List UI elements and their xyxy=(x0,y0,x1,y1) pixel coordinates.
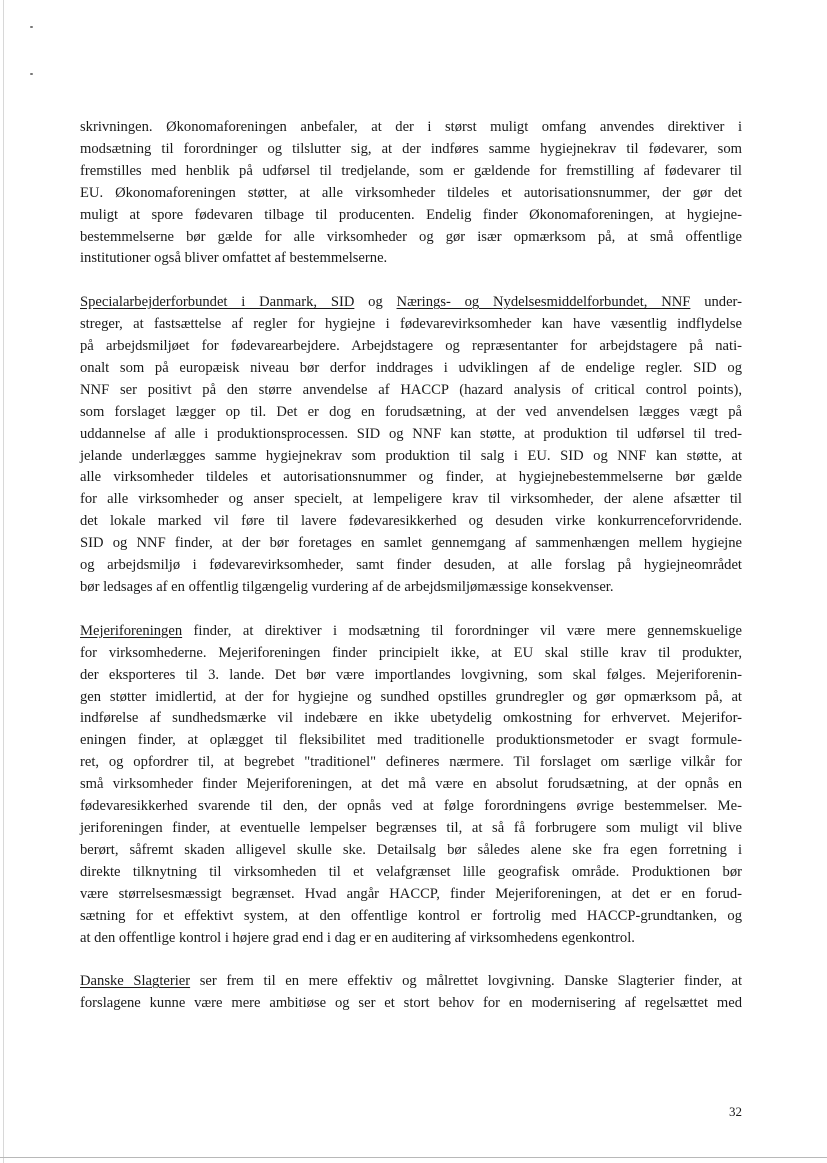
paragraph-sid-nnf xyxy=(80,292,742,599)
text-line: for virksomhederne. Mejeriforeningen finder principielt ikke, at EU skal stille krav til produkter, xyxy=(80,644,742,661)
text-line: og arbejdsmiljø i fødevarevirksomheder, samt finder desuden, at alle forslag på hygiejneområdet xyxy=(80,557,742,574)
body-text xyxy=(80,117,742,1037)
text-line: fremstilles med henblik på udførsel til tredjelande, som er gældende for fremstilling af fødevarer til xyxy=(80,162,742,179)
text-line xyxy=(80,292,742,314)
organization-name: Danske Slagterier xyxy=(80,973,191,990)
text-line: institutioner også bliver omfattet af bestemmelserne. xyxy=(80,250,388,267)
text-fragment: under- xyxy=(690,294,742,311)
paragraph-mejeriforeningen xyxy=(80,621,742,950)
paragraph-okonomaforeningen xyxy=(80,117,742,270)
text-line: alle virksomheder tildeles et autorisationsnummer og finder, at hygiejnebestemmelserne bør gælde xyxy=(80,469,742,486)
organization-name: Mejeriforeningen xyxy=(80,622,183,639)
text-line: ret, og opfordrer til, at begrebet "traditionel" defineres nærmere. Til forslaget om særlige vilkår for xyxy=(80,754,742,771)
text-line: som forslaget lægger op til. Det er dog en forudsætning, at der ved anvendelsen lægges vægt på xyxy=(80,403,742,420)
text-line: på arbejdsmiljøet for fødevarearbejdere. Arbejdstagere og repræsentanter for arbejdstagere på nati- xyxy=(80,338,742,355)
text-line: små virksomheder finder Mejeriforeningen, at det må være en absolut forudsætning, at der opnås en xyxy=(80,776,742,793)
text-line: modsætning til forordninger og tilslutter sig, at der indføres samme hygiejnekrav til fødevarer, som xyxy=(80,140,742,157)
text-line: SID og NNF finder, at der bør foretages en samlet gennemgang af sammenhængen mellem hygiejne xyxy=(80,535,742,552)
text-fragment: finder, at direktiver i modsætning til forordninger vil være mere gennemskuelige xyxy=(182,622,742,639)
text-line: NNF ser positivt på den større anvendelse af HACCP (hazard analysis of critical control points), xyxy=(80,381,742,398)
scan-speck xyxy=(30,73,33,75)
paragraph-danske-slagterier xyxy=(80,971,742,1015)
text-line: uddannelse af alle i produktionsprocessen. SID og NNF kan støtte, at produktion til udførsel til tred- xyxy=(80,425,742,442)
text-line: fødevaresikkerhed svarende til den, der opnås ved at følge forordningens øvrige bestemmelser. Me- xyxy=(80,798,742,815)
text-line: jelande underlægges samme hygiejnekrav som produktion til salg i EU. SID og NNF kan støtte, at xyxy=(80,447,742,464)
text-fragment: og xyxy=(354,294,397,311)
scan-speck xyxy=(30,26,33,28)
text-line: sætning for et effektivt system, at den offentlige kontrol er fortrolig med HACCP-grundtanken, og xyxy=(80,907,742,924)
text-line: onalt som på europæisk niveau bør derfor inddrages i udviklingen af de endelige regler. SID og xyxy=(80,359,742,376)
text-line: berørt, såfremt skaden alligevel skulle ske. Detailsalg bør således alene ske fra egen forretning i xyxy=(80,841,742,858)
text-line: at den offentlige kontrol i højere grad end i dag er en auditering af virksomhedens egenkontrol. xyxy=(80,929,635,946)
scan-left-edge xyxy=(3,0,4,1163)
text-line: bestemmelserne bør gælde for alle virksomheder og gør især opmærksom på, at små offentlige xyxy=(80,228,742,245)
text-line: jeriforeningen finder, at eventuelle lempelser begrænses til, at så få forbrugere som muligt vil blive xyxy=(80,819,742,836)
text-line: eningen finder, at oplægget til fleksibilitet med traditionelle produktionsmetoder er svagt formule- xyxy=(80,732,742,749)
text-line: forslagene kunne være mere ambitiøse og ser et stort behov for en modernisering af regelsættet med xyxy=(80,995,742,1012)
scan-bottom-edge xyxy=(0,1157,827,1158)
organization-name: Specialarbejderforbundet i Danmark, SID xyxy=(80,294,355,311)
text-line: skrivningen. Økonomaforeningen anbefaler, at der i størst muligt omfang anvendes direktiver i xyxy=(80,119,742,135)
text-line: streger, at fastsættelse af regler for hygiejne i fødevarevirksomheder kan have væsentlig indflydelse xyxy=(80,316,742,333)
text-line: være størrelsesmæssigt begrænset. Hvad angår HACCP, finder Mejeriforeningen, at det er en forud- xyxy=(80,885,742,902)
text-line: indførelse af sundhedsmærke vil indebære en ikke ubetydelig omkostning for erhvervet. Mejerifor- xyxy=(80,710,742,727)
text-line: direkte tilknytning til virksomheden til et velafgrænset lille geografisk område. Produktionen bør xyxy=(80,863,742,880)
text-line: bør ledsages af en offentlig tilgængelig vurdering af de arbejdsmiljømæssige konsekvenser. xyxy=(80,579,614,596)
text-line: gen støtter imidlertid, at der for hygiejne og sundhed opstilles grundregler og gør opmærksom på, at xyxy=(80,688,742,705)
text-line: der eksporteres til 3. lande. Det bør være importlandes lovgivning, som skal følges. Mejeriforenin- xyxy=(80,666,742,683)
text-line: muligt at spore fødevaren tilbage til producenten. Endelig finder Økonomaforeningen, at hygiejne- xyxy=(80,206,742,223)
text-line: for alle virksomheder og anser specielt, at lempeligere krav til virksomheder, der alene afsætter til xyxy=(80,491,742,508)
page-number: 32 xyxy=(729,1104,742,1119)
text-line: det lokale marked vil føre til lavere fødevaresikkerhed og desuden virke konkurrenceforvridende. xyxy=(80,513,742,530)
text-line: EU. Økonomaforeningen støtter, at alle virksomheder tildeles et autorisationsnummer, der gør det xyxy=(80,184,742,201)
text-line xyxy=(80,971,742,993)
text-line xyxy=(80,621,742,643)
organization-name: Nærings- og Nydelsesmiddelforbundet, NNF xyxy=(396,294,691,311)
text-fragment: ser frem til en mere effektiv og målrettet lovgivning. Danske Slagterier finder, at xyxy=(190,973,742,990)
